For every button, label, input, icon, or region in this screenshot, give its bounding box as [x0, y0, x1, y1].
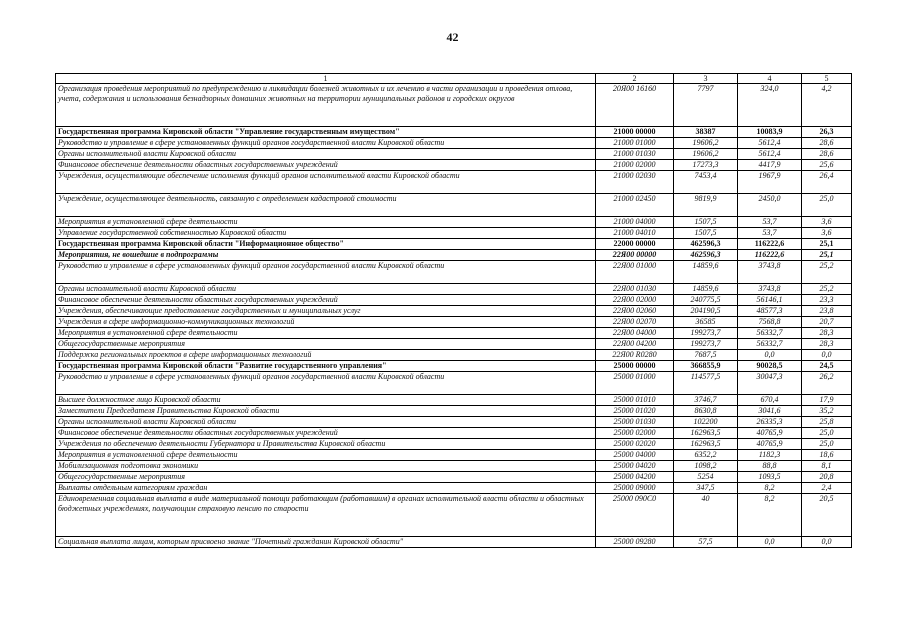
- row-value-planned: 366855,9: [674, 361, 738, 372]
- table-header-row: [56, 74, 852, 84]
- table-row: [56, 395, 852, 406]
- row-name-cell: Социальная выплата лицам, которым присвоено звание "Почетный гражданин Кировской области": [56, 537, 596, 548]
- row-value-percent: 25,6: [802, 160, 852, 171]
- row-name-cell: Единовременная социальная выплата в виде материальной помощи работающим (работавшим) в органах исполнительной власти области и областных бюджетных учреждениях, получающим страховую пенсию по старости: [56, 494, 596, 537]
- row-value-percent: 25,0: [802, 439, 852, 450]
- row-code-cell: 21000 04010: [596, 228, 674, 239]
- row-name-cell: Руководство и управление в сфере установленных функций органов государственной власти Кировской области: [56, 372, 596, 395]
- row-value-percent: 23,8: [802, 306, 852, 317]
- table-row: [56, 439, 852, 450]
- table-body: [56, 84, 852, 548]
- row-code-cell: 22Я00 R0280: [596, 350, 674, 361]
- row-value-executed: 90028,5: [738, 361, 802, 372]
- row-name-cell: Высшее должностное лицо Кировской области: [56, 395, 596, 406]
- row-value-planned: 162963,5: [674, 428, 738, 439]
- row-value-planned: 199273,7: [674, 328, 738, 339]
- row-value-percent: 3,6: [802, 228, 852, 239]
- row-code-cell: 25000 01030: [596, 417, 674, 428]
- row-value-executed: 5612,4: [738, 149, 802, 160]
- row-value-percent: 20,7: [802, 317, 852, 328]
- table-row: [56, 160, 852, 171]
- row-value-percent: 25,1: [802, 250, 852, 261]
- row-name-cell: Учреждения, осуществляющие обеспечение исполнения функций органов исполнительной власти Кировской области: [56, 171, 596, 194]
- table-row: [56, 406, 852, 417]
- row-value-executed: 116222,6: [738, 239, 802, 250]
- row-value-executed: 40765,9: [738, 439, 802, 450]
- row-value-planned: 36585: [674, 317, 738, 328]
- row-name-cell: Общегосударственные мероприятия: [56, 339, 596, 350]
- table-row: [56, 261, 852, 284]
- row-value-planned: 114577,5: [674, 372, 738, 395]
- row-value-executed: 53,7: [738, 217, 802, 228]
- row-value-percent: 4,2: [802, 84, 852, 127]
- row-value-planned: 1507,5: [674, 217, 738, 228]
- row-code-cell: 22Я00 04200: [596, 339, 674, 350]
- row-name-cell: Государственная программа Кировской области "Управление государственным имуществом": [56, 127, 596, 138]
- table-row: [56, 84, 852, 127]
- row-value-planned: 199273,7: [674, 339, 738, 350]
- table-row: [56, 250, 852, 261]
- column-header: 4: [738, 74, 802, 84]
- row-value-executed: 88,8: [738, 461, 802, 472]
- row-code-cell: 20Я00 16160: [596, 84, 674, 127]
- row-name-cell: Учреждения в сфере информационно-коммуникационных технологий: [56, 317, 596, 328]
- row-value-planned: 40: [674, 494, 738, 537]
- table-row: [56, 537, 852, 548]
- row-name-cell: Финансовое обеспечение деятельности областных государственных учреждений: [56, 428, 596, 439]
- row-code-cell: 25000 09280: [596, 537, 674, 548]
- row-value-executed: 1182,3: [738, 450, 802, 461]
- row-name-cell: Финансовое обеспечение деятельности областных государственных учреждений: [56, 160, 596, 171]
- row-code-cell: 25000 02020: [596, 439, 674, 450]
- table-row: [56, 461, 852, 472]
- row-code-cell: 22000 00000: [596, 239, 674, 250]
- row-value-planned: 19606,2: [674, 138, 738, 149]
- row-value-planned: 3746,7: [674, 395, 738, 406]
- row-value-percent: 25,2: [802, 261, 852, 284]
- row-value-planned: 5254: [674, 472, 738, 483]
- row-value-percent: 28,6: [802, 149, 852, 160]
- row-code-cell: 21000 04000: [596, 217, 674, 228]
- row-name-cell: Государственная программа Кировской области "Информационное общество": [56, 239, 596, 250]
- table-row: [56, 306, 852, 317]
- table-row: [56, 171, 852, 194]
- row-code-cell: 25000 01000: [596, 372, 674, 395]
- row-value-executed: 1967,9: [738, 171, 802, 194]
- column-header: 1: [56, 74, 596, 84]
- row-name-cell: Мероприятия в установленной сфере деятельности: [56, 217, 596, 228]
- row-value-planned: 102200: [674, 417, 738, 428]
- row-value-planned: 14859,6: [674, 261, 738, 284]
- table-row: [56, 372, 852, 395]
- table-row: [56, 350, 852, 361]
- row-code-cell: 22Я00 01000: [596, 261, 674, 284]
- row-name-cell: Органы исполнительной власти Кировской области: [56, 417, 596, 428]
- row-value-planned: 240775,5: [674, 295, 738, 306]
- row-name-cell: Мероприятия в установленной сфере деятельности: [56, 328, 596, 339]
- row-name-cell: Учреждение, осуществляющее деятельность, связанную с определением кадастровой стоимости: [56, 194, 596, 217]
- table-row: [56, 494, 852, 537]
- row-name-cell: Поддержка региональных проектов в сфере информационных технологий: [56, 350, 596, 361]
- table-row: [56, 450, 852, 461]
- table-row: [56, 217, 852, 228]
- column-header: 3: [674, 74, 738, 84]
- row-value-planned: 6352,2: [674, 450, 738, 461]
- row-value-percent: 28,3: [802, 328, 852, 339]
- row-code-cell: 21000 01030: [596, 149, 674, 160]
- row-value-planned: 1507,5: [674, 228, 738, 239]
- row-value-percent: 25,0: [802, 428, 852, 439]
- row-value-planned: 57,5: [674, 537, 738, 548]
- row-value-planned: 204190,5: [674, 306, 738, 317]
- row-name-cell: Органы исполнительной власти Кировской области: [56, 284, 596, 295]
- row-value-percent: 20,8: [802, 472, 852, 483]
- row-name-cell: Руководство и управление в сфере установленных функций органов государственной власти Кировской области: [56, 138, 596, 149]
- row-value-executed: 3041,6: [738, 406, 802, 417]
- table-row: [56, 284, 852, 295]
- row-value-executed: 0,0: [738, 537, 802, 548]
- row-code-cell: 21000 02030: [596, 171, 674, 194]
- row-code-cell: 25000 00000: [596, 361, 674, 372]
- row-code-cell: 22Я00 04000: [596, 328, 674, 339]
- row-value-executed: 10083,9: [738, 127, 802, 138]
- row-code-cell: 25000 02000: [596, 428, 674, 439]
- row-name-cell: Органы исполнительной власти Кировской области: [56, 149, 596, 160]
- row-value-percent: 28,6: [802, 138, 852, 149]
- row-value-executed: 3743,8: [738, 261, 802, 284]
- table-row: [56, 295, 852, 306]
- row-value-percent: 25,2: [802, 284, 852, 295]
- table-row: [56, 428, 852, 439]
- row-name-cell: Мобилизационная подготовка экономики: [56, 461, 596, 472]
- row-value-percent: 25,0: [802, 194, 852, 217]
- table-row: [56, 339, 852, 350]
- row-value-percent: 26,4: [802, 171, 852, 194]
- row-value-percent: 20,5: [802, 494, 852, 537]
- table-row: [56, 328, 852, 339]
- row-code-cell: 25000 01010: [596, 395, 674, 406]
- row-value-planned: 19606,2: [674, 149, 738, 160]
- row-value-executed: 56332,7: [738, 339, 802, 350]
- table-row: [56, 194, 852, 217]
- row-name-cell: Учреждения по обеспечению деятельности Губернатора и Правительства Кировской области: [56, 439, 596, 450]
- row-value-planned: 7797: [674, 84, 738, 127]
- row-value-executed: 5612,4: [738, 138, 802, 149]
- row-value-executed: 1093,5: [738, 472, 802, 483]
- row-value-executed: 7568,8: [738, 317, 802, 328]
- row-value-percent: 23,3: [802, 295, 852, 306]
- row-value-percent: 18,6: [802, 450, 852, 461]
- row-value-planned: 162963,5: [674, 439, 738, 450]
- row-name-cell: Общегосударственные мероприятия: [56, 472, 596, 483]
- row-value-percent: 25,8: [802, 417, 852, 428]
- row-value-percent: 3,6: [802, 217, 852, 228]
- row-value-executed: 30047,3: [738, 372, 802, 395]
- row-value-executed: 26335,3: [738, 417, 802, 428]
- row-name-cell: Заместители Председателя Правительства Кировской области: [56, 406, 596, 417]
- row-name-cell: Мероприятия, не вошедшие в подпрограммы: [56, 250, 596, 261]
- row-value-executed: 324,0: [738, 84, 802, 127]
- table-row: [56, 317, 852, 328]
- table-row: [56, 138, 852, 149]
- row-value-percent: 2,4: [802, 483, 852, 494]
- row-name-cell: Управление государственной собственностью Кировской области: [56, 228, 596, 239]
- row-value-percent: 35,2: [802, 406, 852, 417]
- table-row: [56, 149, 852, 160]
- row-value-planned: 38387: [674, 127, 738, 138]
- row-value-percent: 17,9: [802, 395, 852, 406]
- row-code-cell: 25000 09000: [596, 483, 674, 494]
- row-value-executed: 3743,8: [738, 284, 802, 295]
- row-value-planned: 1098,2: [674, 461, 738, 472]
- page-number: 42: [446, 30, 459, 44]
- row-value-planned: 347,5: [674, 483, 738, 494]
- table-row: [56, 239, 852, 250]
- row-code-cell: 21000 02000: [596, 160, 674, 171]
- table-row: [56, 483, 852, 494]
- row-code-cell: 22Я00 02060: [596, 306, 674, 317]
- row-value-percent: 8,1: [802, 461, 852, 472]
- row-code-cell: 25000 04200: [596, 472, 674, 483]
- row-value-planned: 462596,3: [674, 239, 738, 250]
- row-code-cell: 21000 00000: [596, 127, 674, 138]
- row-value-executed: 48577,3: [738, 306, 802, 317]
- table-row: [56, 228, 852, 239]
- row-value-executed: 2450,0: [738, 194, 802, 217]
- table-row: [56, 127, 852, 138]
- row-name-cell: Мероприятия в установленной сфере деятельности: [56, 450, 596, 461]
- column-header: 2: [596, 74, 674, 84]
- row-value-executed: 40765,9: [738, 428, 802, 439]
- row-value-planned: 9819,9: [674, 194, 738, 217]
- row-name-cell: Выплаты отдельным категориям граждан: [56, 483, 596, 494]
- row-code-cell: 21000 01000: [596, 138, 674, 149]
- row-value-executed: 8,2: [738, 483, 802, 494]
- row-code-cell: 22Я00 02070: [596, 317, 674, 328]
- row-value-percent: 28,3: [802, 339, 852, 350]
- row-value-planned: 17273,3: [674, 160, 738, 171]
- row-value-percent: 26,2: [802, 372, 852, 395]
- row-value-percent: 0,0: [802, 537, 852, 548]
- row-code-cell: 25000 01020: [596, 406, 674, 417]
- row-value-planned: 14859,6: [674, 284, 738, 295]
- row-code-cell: 22Я00 00000: [596, 250, 674, 261]
- row-value-executed: 56146,1: [738, 295, 802, 306]
- row-value-executed: 0,0: [738, 350, 802, 361]
- table-row: [56, 361, 852, 372]
- row-name-cell: Руководство и управление в сфере установленных функций органов государственной власти Кировской области: [56, 261, 596, 284]
- row-value-executed: 4417,9: [738, 160, 802, 171]
- row-value-executed: 116222,6: [738, 250, 802, 261]
- row-code-cell: 25000 04020: [596, 461, 674, 472]
- row-name-cell: Учреждения, обеспечивающие предоставление государственных и муниципальных услуг: [56, 306, 596, 317]
- row-value-planned: 7453,4: [674, 171, 738, 194]
- row-value-planned: 462596,3: [674, 250, 738, 261]
- row-code-cell: 22Я00 01030: [596, 284, 674, 295]
- row-value-planned: 8630,8: [674, 406, 738, 417]
- row-value-percent: 25,1: [802, 239, 852, 250]
- row-value-planned: 7687,5: [674, 350, 738, 361]
- row-value-percent: 24,5: [802, 361, 852, 372]
- budget-table: [55, 73, 852, 548]
- row-name-cell: Финансовое обеспечение деятельности областных государственных учреждений: [56, 295, 596, 306]
- table-row: [56, 472, 852, 483]
- row-name-cell: Организация проведения мероприятий по предупреждению и ликвидации болезней животных и их лечению в части организации и проведения отлова, учета, содержания и использования безнадзорных домашних животных на территории муниципальных районов и городских округов: [56, 84, 596, 127]
- row-value-percent: 0,0: [802, 350, 852, 361]
- row-code-cell: 21000 02450: [596, 194, 674, 217]
- row-code-cell: 22Я00 02000: [596, 295, 674, 306]
- row-value-executed: 8,2: [738, 494, 802, 537]
- row-code-cell: 25000 04000: [596, 450, 674, 461]
- row-value-executed: 56332,7: [738, 328, 802, 339]
- row-name-cell: Государственная программа Кировской области "Развитие государственного управления": [56, 361, 596, 372]
- row-value-executed: 670,4: [738, 395, 802, 406]
- column-header: 5: [802, 74, 852, 84]
- table-row: [56, 417, 852, 428]
- row-value-executed: 53,7: [738, 228, 802, 239]
- row-value-percent: 26,3: [802, 127, 852, 138]
- row-code-cell: 25000 090С0: [596, 494, 674, 537]
